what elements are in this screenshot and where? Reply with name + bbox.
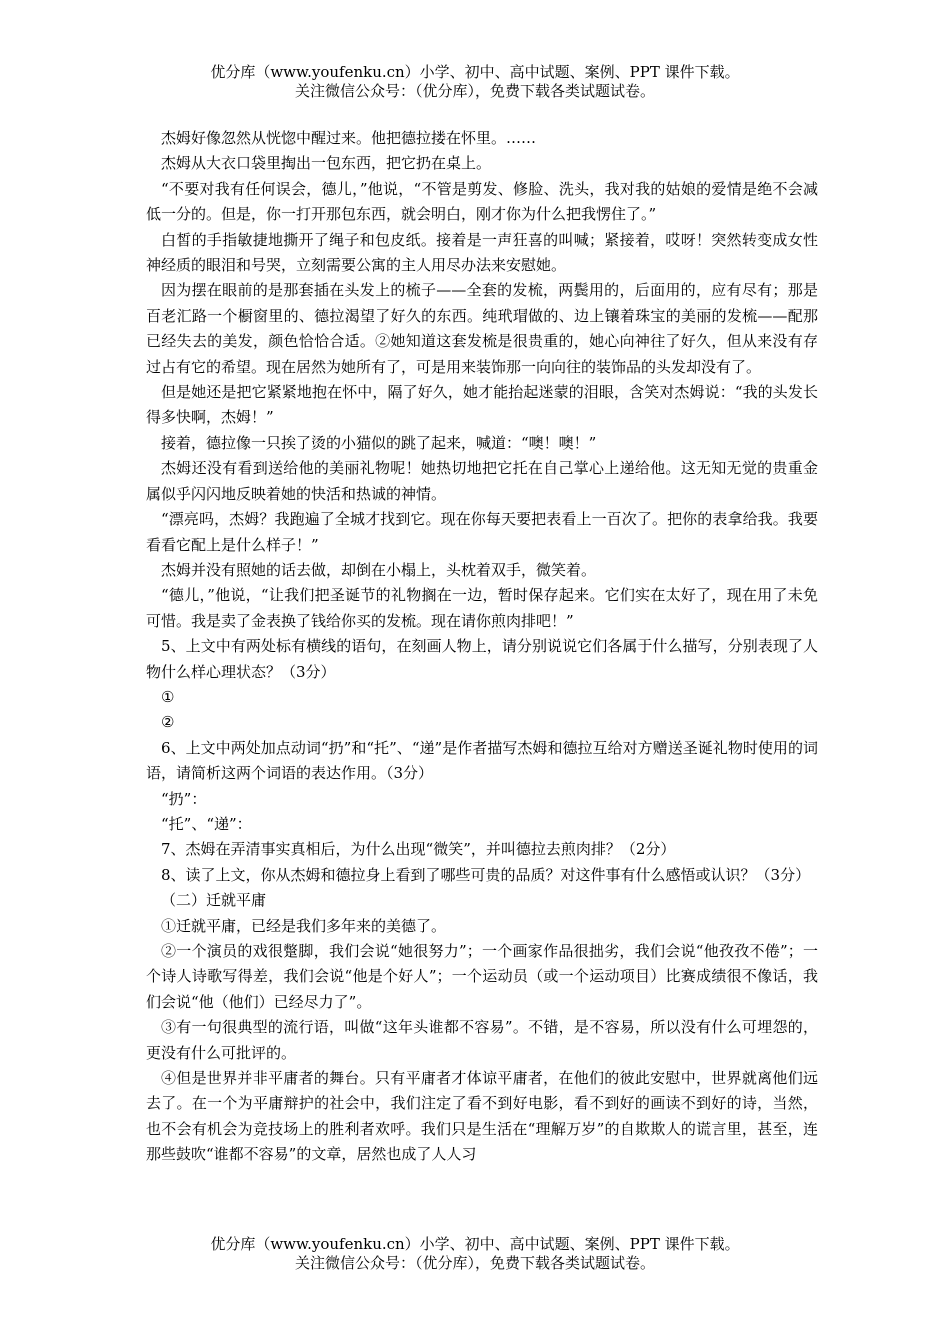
story-paragraph: 白皙的手指敏捷地撕开了绳子和包皮纸。接着是一声狂喜的叫喊；紧接着，哎呀！突然转变成女性神经质的眼泪和号哭，立刻需要公寓的主人用尽办法来安慰她。 — [146, 230, 818, 275]
question-5: 5、上文中有两处标有横线的语句，在刻画人物上，请分别说说它们各属于什么描写，分别表现了人物什么样心理状态？（3分） — [146, 637, 818, 681]
story-paragraph: 杰姆还没有看到送给他的美丽礼物呢！她热切地把它托在自己掌心上递给他。这无知无觉的贵重金属似乎闪闪地反映着她的快活和热诚的神情。 — [146, 459, 818, 503]
answer-line: ② — [161, 713, 175, 732]
page-header — [0, 63, 950, 101]
essay-paragraph: ③有一句很典型的流行语，叫做“这年头谁都不容易”。不错，是不容易，所以没有什么可埋怨的，更没有什么可批评的。 — [146, 1018, 818, 1062]
answer-line: “扔”： — [161, 789, 207, 808]
header-line-1: 优分库（www.youfenku.cn）小学、初中、高中试题、案例、PPT 课件下载。 — [210, 63, 740, 81]
essay-paragraph: ②一个演员的戏很蹩脚，我们会说“她很努力”；一个画家作品很拙劣，我们会说“他孜孜不倦”；一个诗人诗歌写得差，我们会说“他是个好人”；一个运动员（或一个运动项目）比赛成绩很不像话，我们会说“他（他们）已经尽力了”。 — [146, 942, 818, 1011]
essay-paragraph: ④但是世界并非平庸者的舞台。只有平庸者才体谅平庸者，在他们的彼此安慰中，世界就离他们远去了。在一个为平庸辩护的社会中，我们注定了看不到好电影，看不到好的画读不到好的诗，当然，也不会有机会为竞技场上的胜利者欢呼。我们只是生活在“理解万岁”的自欺欺人的谎言里，甚至，连那些鼓吹“谁都不容易”的文章，居然也成了人人习 — [146, 1069, 818, 1164]
story-paragraph: 因为摆在眼前的是那套插在头发上的梳子——全套的发梳，两鬓用的，后面用的，应有尽有；那是百老汇路一个橱窗里的、德拉渴望了好久的东西。纯玳瑁做的、边上镶着珠宝的美丽的发梳——配那已经失去的美发，颜色恰恰合适。②她知道这套发梳是很贵重的，她心向神往了好久，但从来没有存过占有它的希望。现在居然为她所有了，可是用来装饰那一向向往的装饰品的头发却没有了。 — [146, 281, 818, 376]
story-paragraph: “不要对我有任何误会，德儿，”他说，“不管是剪发、修脸、洗头，我对我的姑娘的爱情是绝不会减低一分的。但是，你一打开那包东西，就会明白，刚才你为什么把我愣住了。” — [146, 179, 818, 224]
story-paragraph: “漂亮吗，杰姆？我跑遍了全城才找到它。现在你每天要把表看上一百次了。把你的表拿给我。我要看看它配上是什么样子！” — [146, 510, 818, 554]
header-line-2: 关注微信公众号：（优分库），免费下载各类试题试卷。 — [294, 82, 655, 100]
page-footer — [0, 1235, 950, 1273]
question-8: 8、读了上文，你从杰姆和德拉身上看到了哪些可贵的品质？对这件事有什么感悟或认识？（3分） — [161, 865, 811, 884]
story-paragraph: 杰姆从大衣口袋里掏出一包东西，把它扔在桌上。 — [161, 154, 492, 173]
story-paragraph: “德儿，”他说，“让我们把圣诞节的礼物搁在一边，暂时保存起来。它们实在太好了，现在用了未免可惜。我是卖了金表换了钱给你买的发梳。现在请你煎肉排吧！” — [146, 586, 818, 630]
section-title: （二）迁就平庸 — [161, 891, 267, 910]
story-paragraph: 杰姆并没有照她的话去做，却倒在小榻上，头枕着双手，微笑着。 — [161, 560, 597, 579]
essay-paragraph: ①迁就平庸，已经是我们多年来的美德了。 — [161, 916, 447, 935]
answer-line: ① — [161, 687, 175, 706]
question-7: 7、杰姆在弄清事实真相后，为什么出现“微笑”，并叫德拉去煎肉排？（2分） — [161, 840, 676, 859]
footer-line-2: 关注微信公众号：（优分库），免费下载各类试题试卷。 — [294, 1254, 655, 1272]
document-body — [146, 126, 818, 1168]
story-paragraph: 但是她还是把它紧紧地抱在怀中，隔了好久，她才能抬起迷蒙的泪眼，含笑对杰姆说：“我的头发长得多快啊，杰姆！” — [146, 383, 818, 427]
footer-line-1: 优分库（www.youfenku.cn）小学、初中、高中试题、案例、PPT 课件下载。 — [210, 1235, 740, 1253]
story-paragraph: 杰姆好像忽然从恍惚中醒过来。他把德拉搂在怀里。…… — [161, 129, 537, 147]
story-paragraph: 接着，德拉像一只挨了烫的小猫似的跳了起来，喊道：“噢！噢！” — [161, 433, 597, 452]
answer-line: “托”、“递”： — [161, 814, 252, 833]
question-6: 6、上文中两处加点动词“扔”和“托”、“递”是作者描写杰姆和德拉互给对方赠送圣诞礼物时使用的词语，请简析这两个词语的表达作用。（3分） — [146, 738, 818, 783]
